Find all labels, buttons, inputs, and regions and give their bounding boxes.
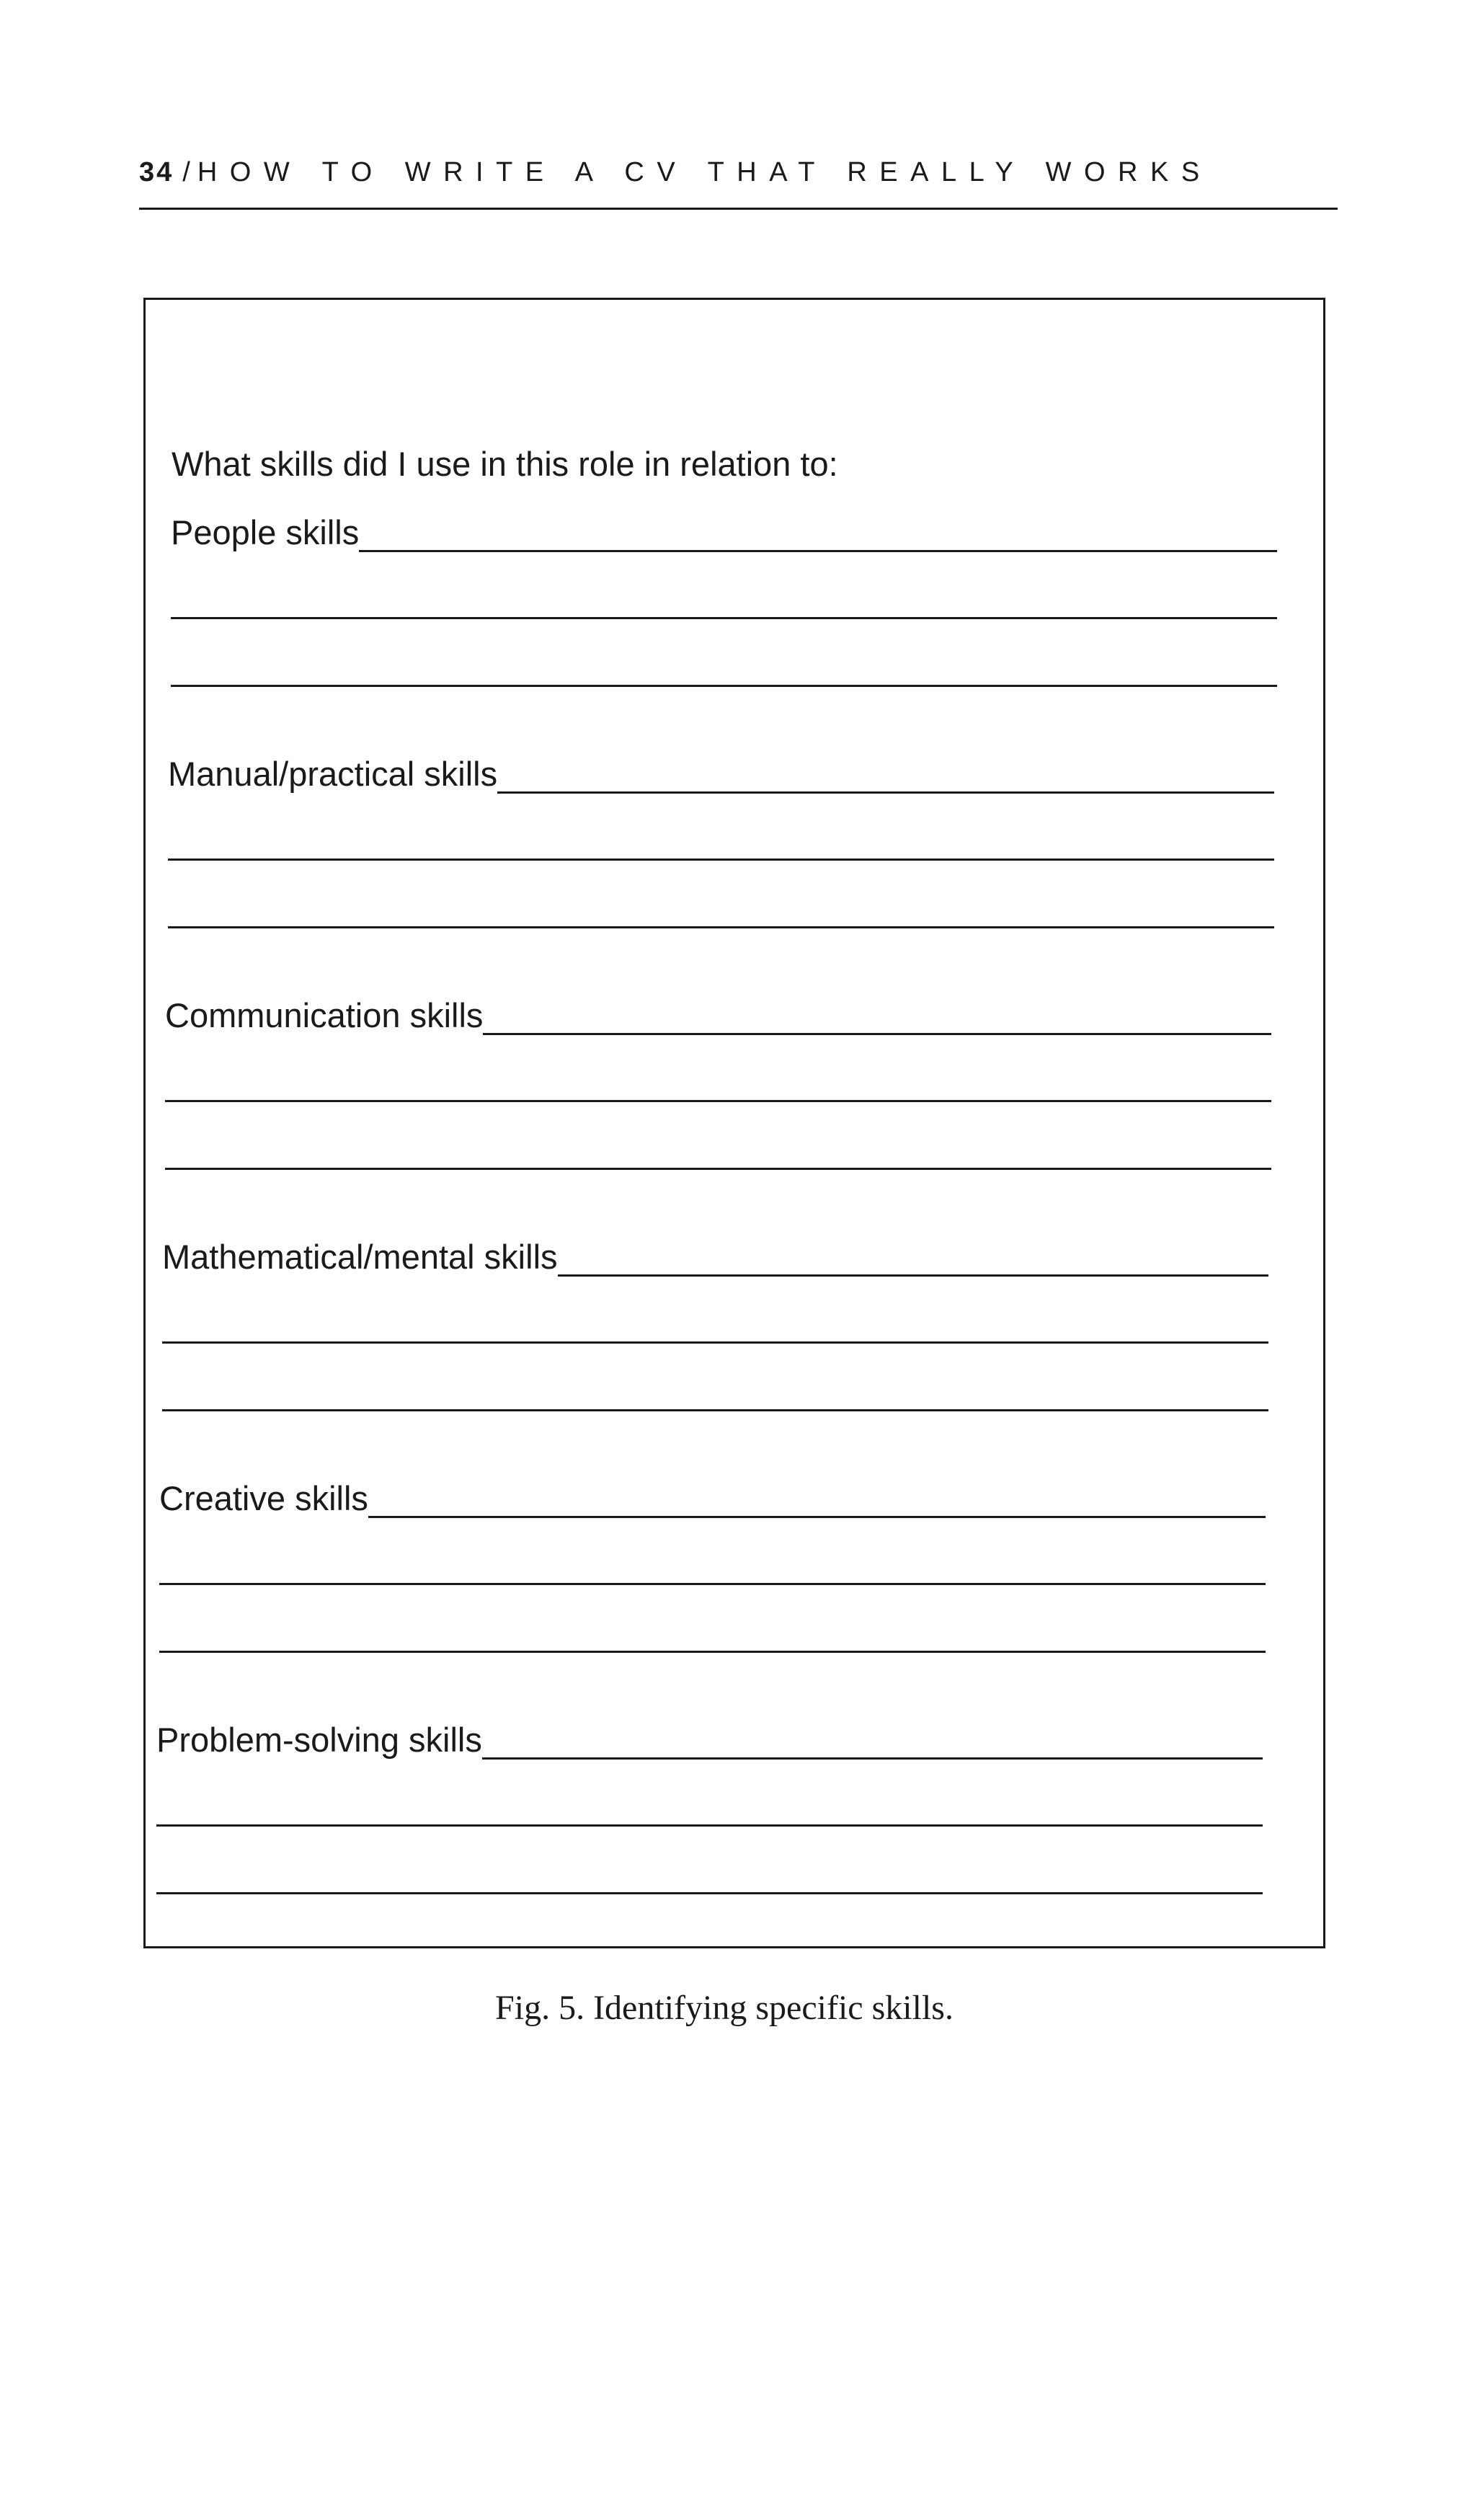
answer-line[interactable]: [168, 859, 1274, 861]
section-creative-skills: [159, 1475, 1266, 1518]
answer-line[interactable]: [482, 1757, 1263, 1760]
section-label: Communication skills: [165, 996, 484, 1034]
answer-line[interactable]: [159, 1651, 1266, 1653]
answer-line[interactable]: [168, 926, 1274, 928]
section-problem-solving-skills: [156, 1716, 1263, 1760]
section-communication-skills: [165, 992, 1271, 1035]
answer-line[interactable]: [156, 1824, 1263, 1827]
running-header: [139, 159, 1335, 186]
answer-line[interactable]: [156, 1892, 1263, 1894]
answer-line[interactable]: [483, 1033, 1271, 1035]
answer-line[interactable]: [359, 550, 1277, 552]
figure-caption: Fig. 5. Identifying specific skills.: [495, 1989, 953, 2027]
answer-line[interactable]: [558, 1274, 1268, 1277]
section-mathematical-mental-skills: [162, 1233, 1268, 1277]
section-manual-practical-skills: [168, 750, 1274, 794]
answer-line[interactable]: [162, 1341, 1268, 1344]
answer-line[interactable]: [368, 1516, 1266, 1518]
section-label: Mathematical/mental skills: [162, 1238, 558, 1276]
page-number: 34: [139, 157, 174, 187]
answer-line[interactable]: [171, 617, 1277, 619]
answer-line[interactable]: [165, 1100, 1271, 1102]
section-label: Problem-solving skills: [156, 1721, 482, 1759]
answer-line[interactable]: [497, 791, 1274, 794]
book-title: HOW TO WRITE A CV THAT REALLY WORKS: [197, 157, 1212, 187]
section-label: Manual/practical skills: [168, 755, 498, 793]
answer-line[interactable]: [171, 685, 1277, 687]
section-label: People skills: [171, 513, 360, 551]
header-separator: /: [182, 157, 190, 187]
answer-line[interactable]: [159, 1583, 1266, 1585]
answer-line[interactable]: [165, 1168, 1271, 1170]
form-prompt: What skills did I use in this role in relation to:: [172, 445, 838, 483]
section-people-skills: [171, 509, 1277, 552]
section-label: Creative skills: [159, 1479, 368, 1517]
answer-line[interactable]: [162, 1409, 1268, 1411]
header-rule: [139, 208, 1338, 210]
